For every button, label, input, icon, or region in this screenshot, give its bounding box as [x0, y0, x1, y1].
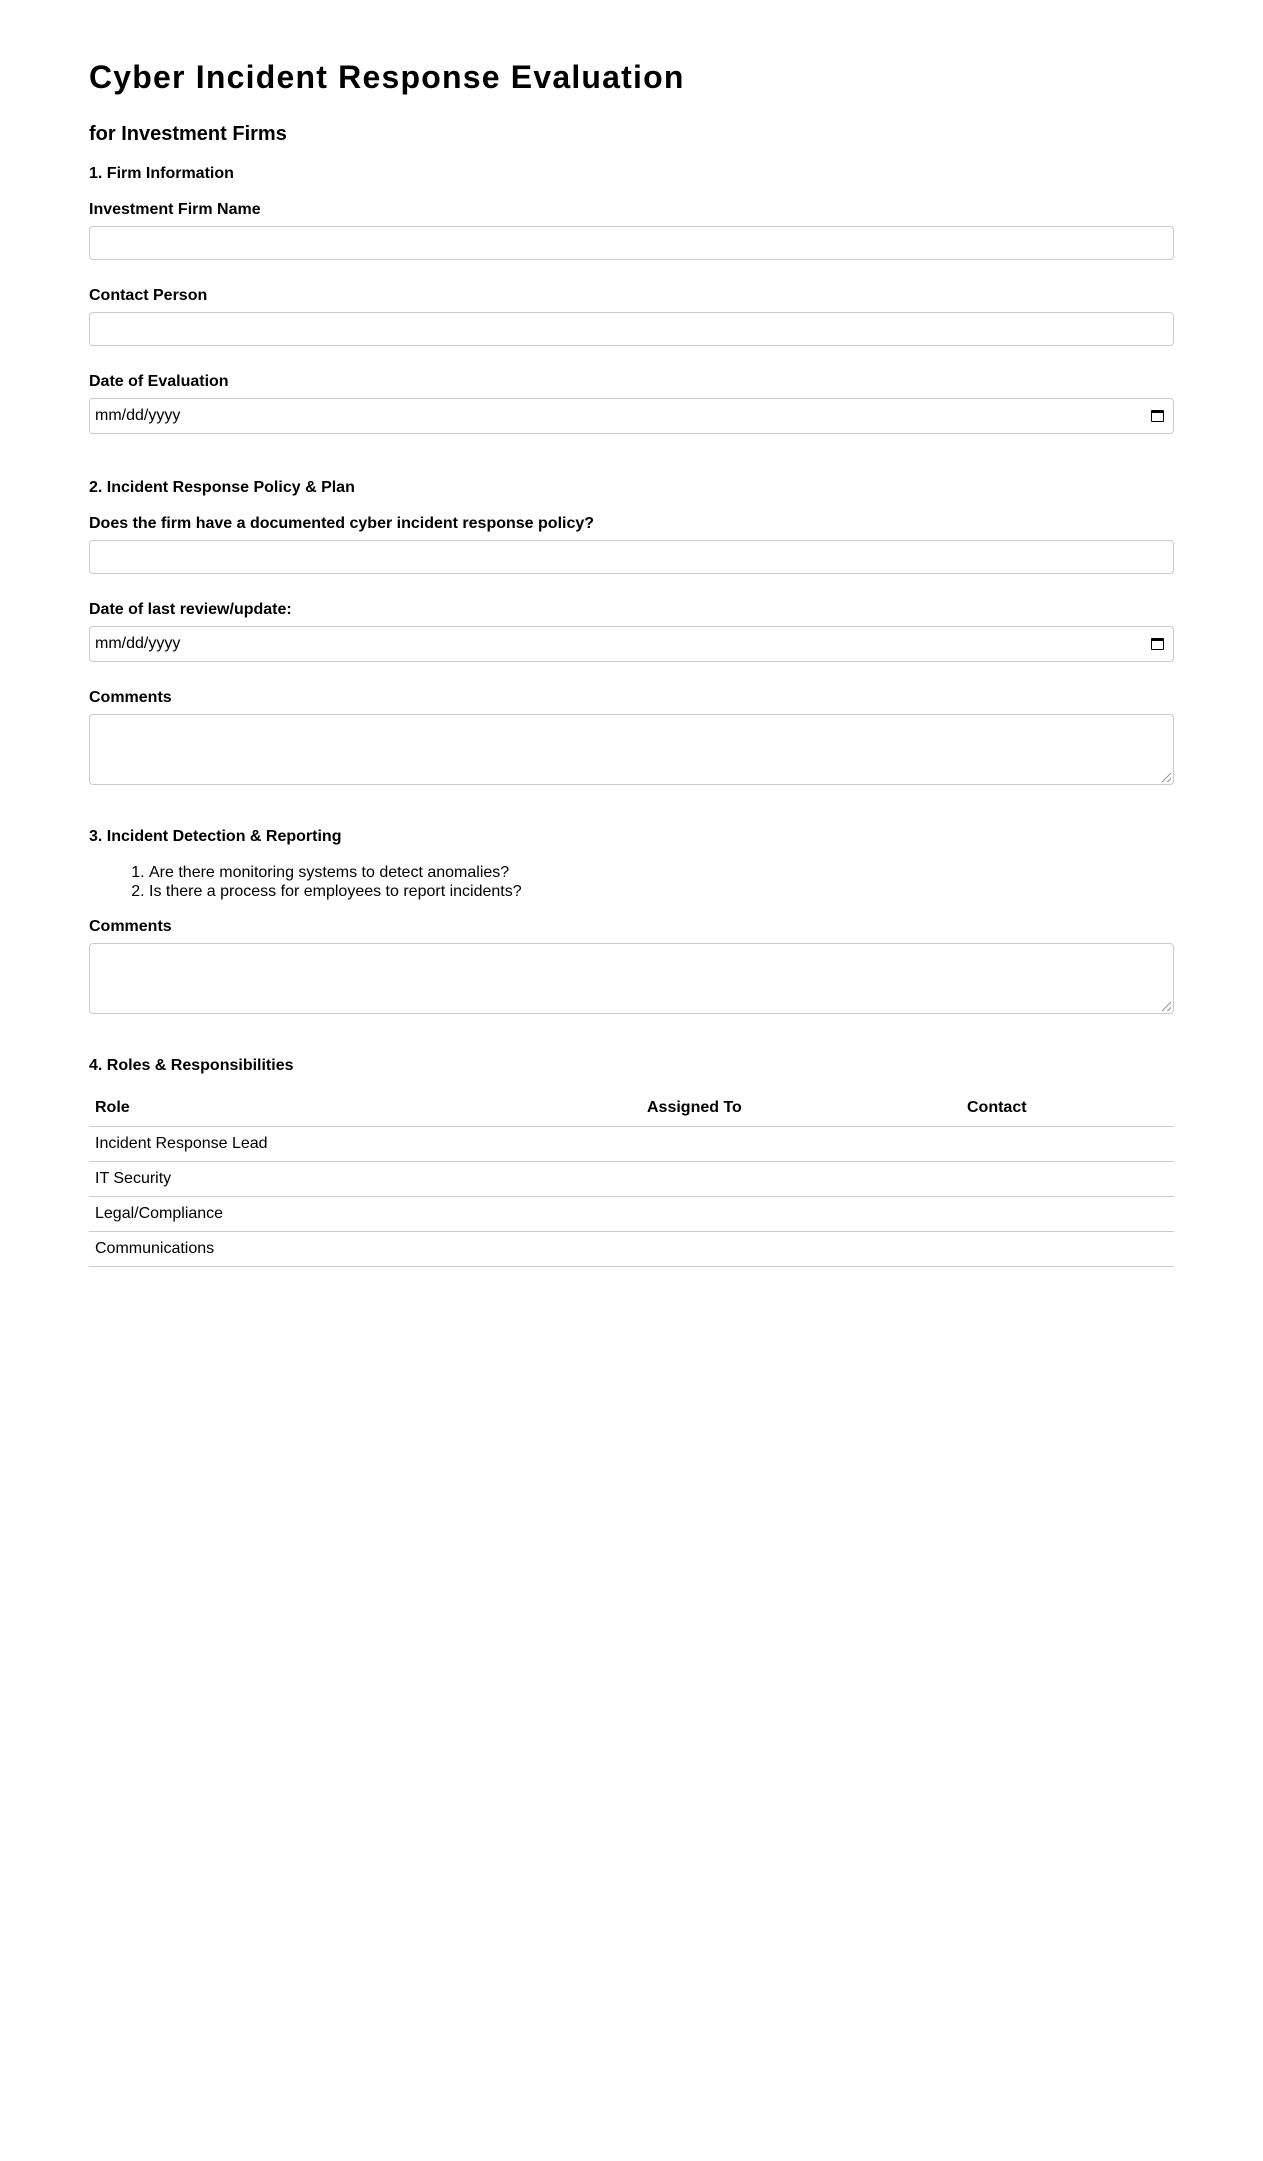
calendar-icon[interactable] — [1151, 410, 1164, 422]
cell-assigned-to — [641, 1126, 961, 1161]
section-title: 2. Incident Response Policy & Plan — [89, 479, 355, 496]
evaluation-date-label: Date of Evaluation — [89, 373, 229, 390]
field-group-last-review-date — [89, 600, 1174, 662]
date-placeholder: mm/dd/yyyy — [95, 407, 181, 424]
detection-comments-textarea[interactable] — [89, 943, 1174, 1014]
cell-contact — [961, 1161, 1174, 1196]
header-role: Role — [89, 1091, 641, 1126]
table-row — [89, 1161, 1174, 1196]
calendar-icon[interactable] — [1151, 638, 1164, 650]
header-contact: Contact — [961, 1091, 1174, 1126]
contact-person-input[interactable] — [89, 312, 1174, 346]
roles-table — [89, 1091, 1174, 1267]
field-group-firm-name — [89, 200, 1174, 260]
resize-grip-icon[interactable] — [1162, 1002, 1171, 1011]
field-group-contact-person — [89, 286, 1174, 346]
field-group-evaluation-date — [89, 372, 1174, 434]
section-title: 4. Roles & Responsibilities — [89, 1057, 294, 1074]
section-title: 3. Incident Detection & Reporting — [89, 828, 342, 845]
contact-person-label: Contact Person — [89, 287, 208, 304]
last-review-date-input[interactable] — [89, 626, 1174, 662]
cell-assigned-to — [641, 1196, 961, 1231]
cell-assigned-to — [641, 1161, 961, 1196]
cell-role: Legal/Compliance — [89, 1196, 641, 1231]
page-subtitle: for Investment Firms — [89, 123, 287, 145]
date-placeholder: mm/dd/yyyy — [95, 635, 181, 652]
policy-comments-label: Comments — [89, 689, 172, 706]
evaluation-form — [89, 0, 1174, 1267]
section-roles-responsibilities — [89, 1056, 1174, 1267]
firm-name-label: Investment Firm Name — [89, 201, 261, 218]
section-detection-reporting — [89, 827, 1174, 1014]
detection-questions-list — [89, 863, 1174, 901]
table-row — [89, 1126, 1174, 1161]
cell-assigned-to — [641, 1231, 961, 1266]
resize-grip-icon[interactable] — [1162, 773, 1171, 782]
cell-role: Communications — [89, 1231, 641, 1266]
section-title: 1. Firm Information — [89, 165, 234, 182]
evaluation-date-input[interactable] — [89, 398, 1174, 434]
cell-role: IT Security — [89, 1161, 641, 1196]
table-row — [89, 1231, 1174, 1266]
page-title: Cyber Incident Response Evaluation — [89, 59, 685, 95]
detection-comments-label: Comments — [89, 918, 172, 935]
list-item: 2. Is there a process for employees to report incidents? — [149, 882, 1174, 901]
section-firm-information — [89, 164, 1174, 434]
section-policy-plan — [89, 478, 1174, 785]
cell-role: Incident Response Lead — [89, 1126, 641, 1161]
field-group-detection-comments — [89, 917, 1174, 1014]
firm-name-input[interactable] — [89, 226, 1174, 260]
table-header-row — [89, 1091, 1174, 1126]
policy-exists-label: Does the firm have a documented cyber incident response policy? — [89, 515, 595, 532]
policy-comments-textarea[interactable] — [89, 714, 1174, 785]
table-row — [89, 1196, 1174, 1231]
cell-contact — [961, 1126, 1174, 1161]
policy-exists-input[interactable] — [89, 540, 1174, 574]
field-group-policy-exists — [89, 514, 1174, 574]
header-assigned-to: Assigned To — [641, 1091, 961, 1126]
field-group-policy-comments — [89, 688, 1174, 785]
list-item: 1. Are there monitoring systems to detect anomalies? — [149, 863, 1174, 882]
last-review-date-label: Date of last review/update: — [89, 601, 292, 618]
cell-contact — [961, 1196, 1174, 1231]
cell-contact — [961, 1231, 1174, 1266]
